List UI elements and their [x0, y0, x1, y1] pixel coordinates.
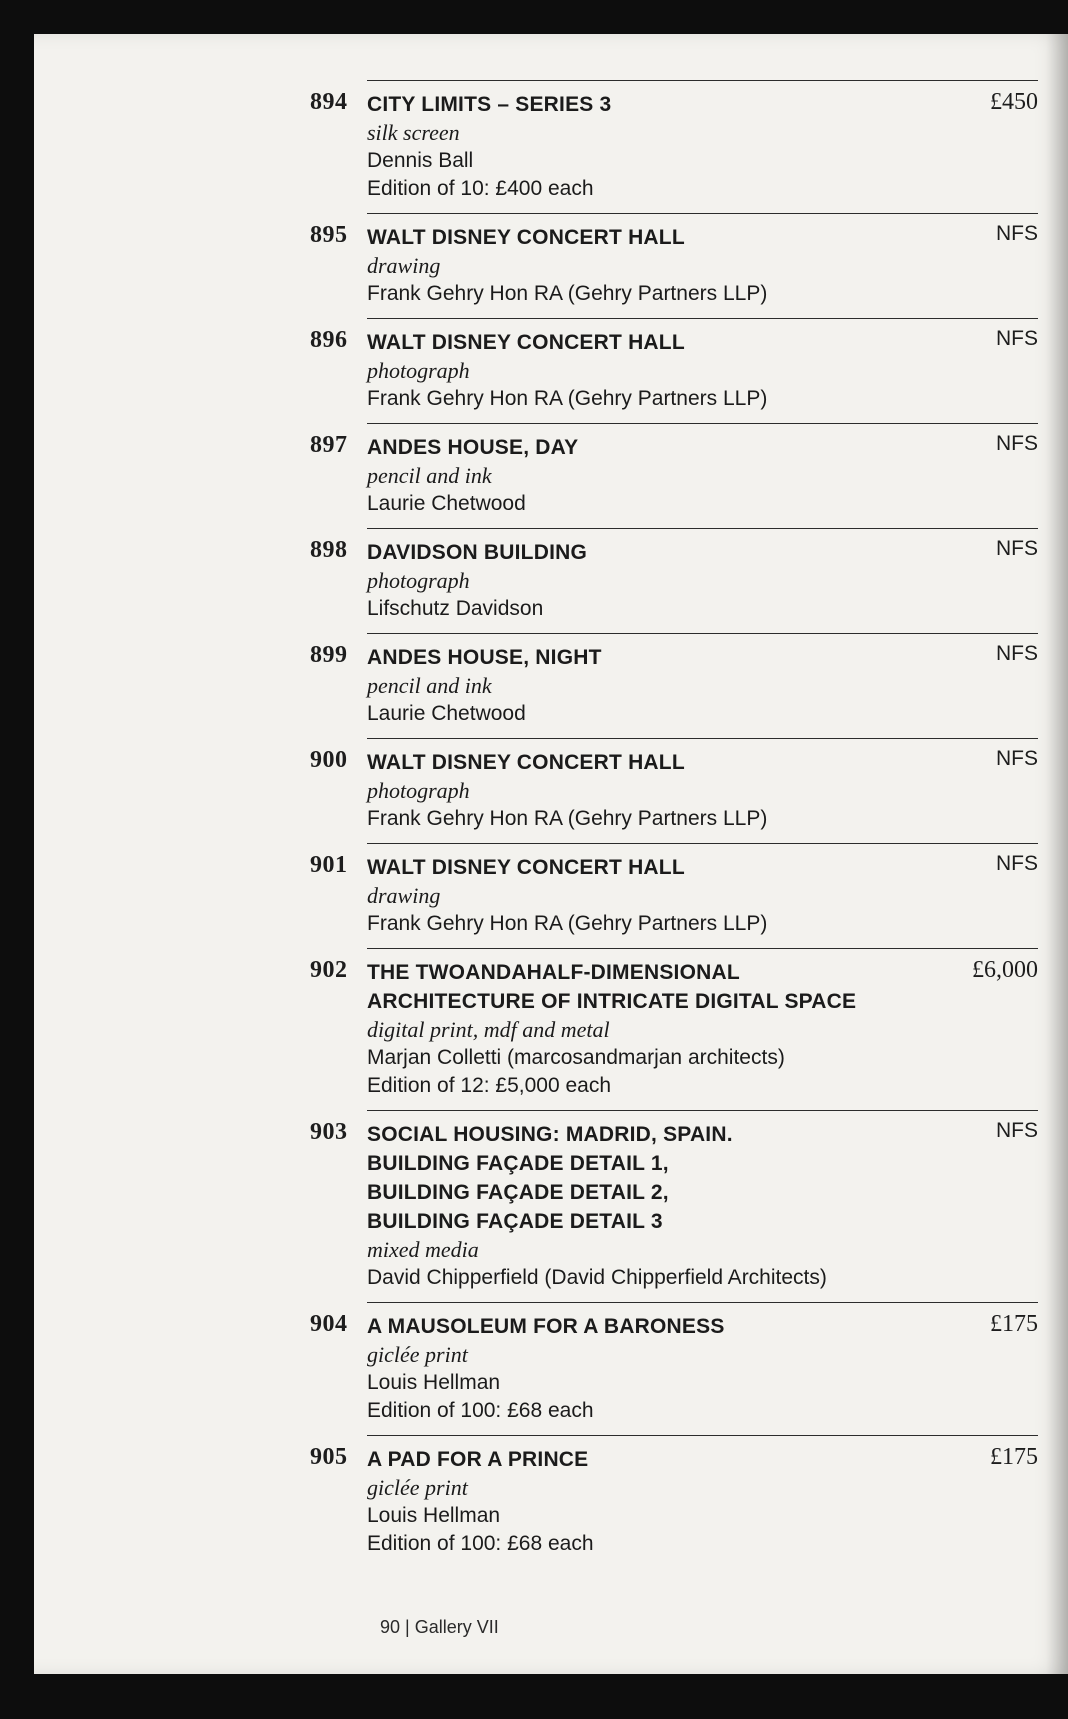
entry-medium: photograph [367, 358, 470, 383]
entry-artist: Louis Hellman [367, 1504, 501, 1527]
page-edge-shadow [1046, 34, 1068, 1674]
catalogue-entry-899 [310, 633, 1038, 738]
entry-medium: silk screen [367, 120, 460, 145]
entry-price: £175 [990, 1311, 1038, 1337]
entry-price: NFS [996, 642, 1038, 665]
catalogue-entry-list [300, 80, 1038, 1568]
entry-number: 894 [310, 89, 348, 115]
entry-number: 899 [310, 642, 348, 668]
entry-number: 904 [310, 1311, 348, 1337]
entry-title-line-2: BUILDING FAÇADE DETAIL 1, [367, 1152, 669, 1175]
entry-artist: Laurie Chetwood [367, 492, 526, 515]
catalogue-entry-898 [310, 528, 1038, 633]
catalogue-entry-895 [310, 213, 1038, 318]
entry-price: NFS [996, 747, 1038, 770]
entry-number: 897 [310, 432, 348, 458]
entry-number: 901 [310, 852, 348, 878]
catalogue-entry-894 [310, 80, 1038, 213]
entry-number: 905 [310, 1444, 348, 1470]
entry-number: 898 [310, 537, 348, 563]
entry-price: NFS [996, 222, 1038, 245]
entry-title: CITY LIMITS – SERIES 3 [367, 93, 612, 116]
entry-price: £6,000 [972, 957, 1038, 983]
entry-title: WALT DISNEY CONCERT HALL [367, 226, 685, 249]
entry-number: 895 [310, 222, 348, 248]
entry-medium: mixed media [367, 1237, 479, 1262]
entry-medium: pencil and ink [367, 463, 492, 488]
catalogue-entry-905 [310, 1435, 1038, 1568]
entry-price: NFS [996, 327, 1038, 350]
entry-medium: pencil and ink [367, 673, 492, 698]
entry-title-line-2: ARCHITECTURE OF INTRICATE DIGITAL SPACE [367, 990, 857, 1013]
entry-price: £450 [990, 89, 1038, 115]
catalogue-entry-902 [310, 948, 1038, 1110]
entry-title: ANDES HOUSE, NIGHT [367, 646, 602, 669]
catalogue-entry-904 [310, 1302, 1038, 1435]
entry-title: WALT DISNEY CONCERT HALL [367, 856, 685, 879]
entry-medium: digital print, mdf and metal [367, 1017, 610, 1042]
catalogue-entry-896 [310, 318, 1038, 423]
entry-price: NFS [996, 1119, 1038, 1142]
entry-medium: photograph [367, 568, 470, 593]
entry-artist: David Chipperfield (David Chipperfield Architects) [367, 1266, 827, 1289]
entry-price: NFS [996, 537, 1038, 560]
entry-edition: Edition of 12: £5,000 each [367, 1074, 612, 1097]
entry-artist: Frank Gehry Hon RA (Gehry Partners LLP) [367, 912, 768, 935]
entry-artist: Frank Gehry Hon RA (Gehry Partners LLP) [367, 807, 768, 830]
catalogue-entry-900 [310, 738, 1038, 843]
entry-number: 900 [310, 747, 348, 773]
entry-title-line-1: THE TWOANDAHALF-DIMENSIONAL [367, 961, 740, 984]
entry-price: NFS [996, 852, 1038, 875]
entry-price: £175 [990, 1444, 1038, 1470]
entry-artist: Laurie Chetwood [367, 702, 526, 725]
entry-medium: drawing [367, 253, 441, 278]
entry-artist: Lifschutz Davidson [367, 597, 544, 620]
entry-title: A MAUSOLEUM FOR A BARONESS [367, 1315, 725, 1338]
entry-medium: giclée print [367, 1342, 468, 1367]
entry-title: ANDES HOUSE, DAY [367, 436, 579, 459]
entry-title-line-1: SOCIAL HOUSING: MADRID, SPAIN. [367, 1123, 733, 1146]
entry-artist: Dennis Ball [367, 149, 474, 172]
entry-artist: Marjan Colletti (marcosandmarjan architects) [367, 1046, 785, 1069]
entry-artist: Frank Gehry Hon RA (Gehry Partners LLP) [367, 282, 768, 305]
catalogue-entry-897 [310, 423, 1038, 528]
entry-edition: Edition of 10: £400 each [367, 177, 594, 200]
entry-medium: drawing [367, 883, 441, 908]
catalogue-entry-901 [310, 843, 1038, 948]
entry-title-line-4: BUILDING FAÇADE DETAIL 3 [367, 1210, 663, 1233]
entry-price: NFS [996, 432, 1038, 455]
page-footer: 90 | Gallery VII [380, 1617, 499, 1637]
entry-title: DAVIDSON BUILDING [367, 541, 588, 564]
entry-edition: Edition of 100: £68 each [367, 1532, 594, 1555]
entry-number: 902 [310, 957, 348, 983]
entry-edition: Edition of 100: £68 each [367, 1399, 594, 1422]
entry-title-line-3: BUILDING FAÇADE DETAIL 2, [367, 1181, 669, 1204]
entry-title: WALT DISNEY CONCERT HALL [367, 751, 685, 774]
entry-number: 903 [310, 1119, 348, 1145]
entry-number: 896 [310, 327, 348, 353]
entry-medium: photograph [367, 778, 470, 803]
entry-title: A PAD FOR A PRINCE [367, 1448, 589, 1471]
entry-medium: giclée print [367, 1475, 468, 1500]
catalogue-entry-903 [310, 1110, 1038, 1302]
entry-artist: Frank Gehry Hon RA (Gehry Partners LLP) [367, 387, 768, 410]
entry-title: WALT DISNEY CONCERT HALL [367, 331, 685, 354]
entry-artist: Louis Hellman [367, 1371, 501, 1394]
